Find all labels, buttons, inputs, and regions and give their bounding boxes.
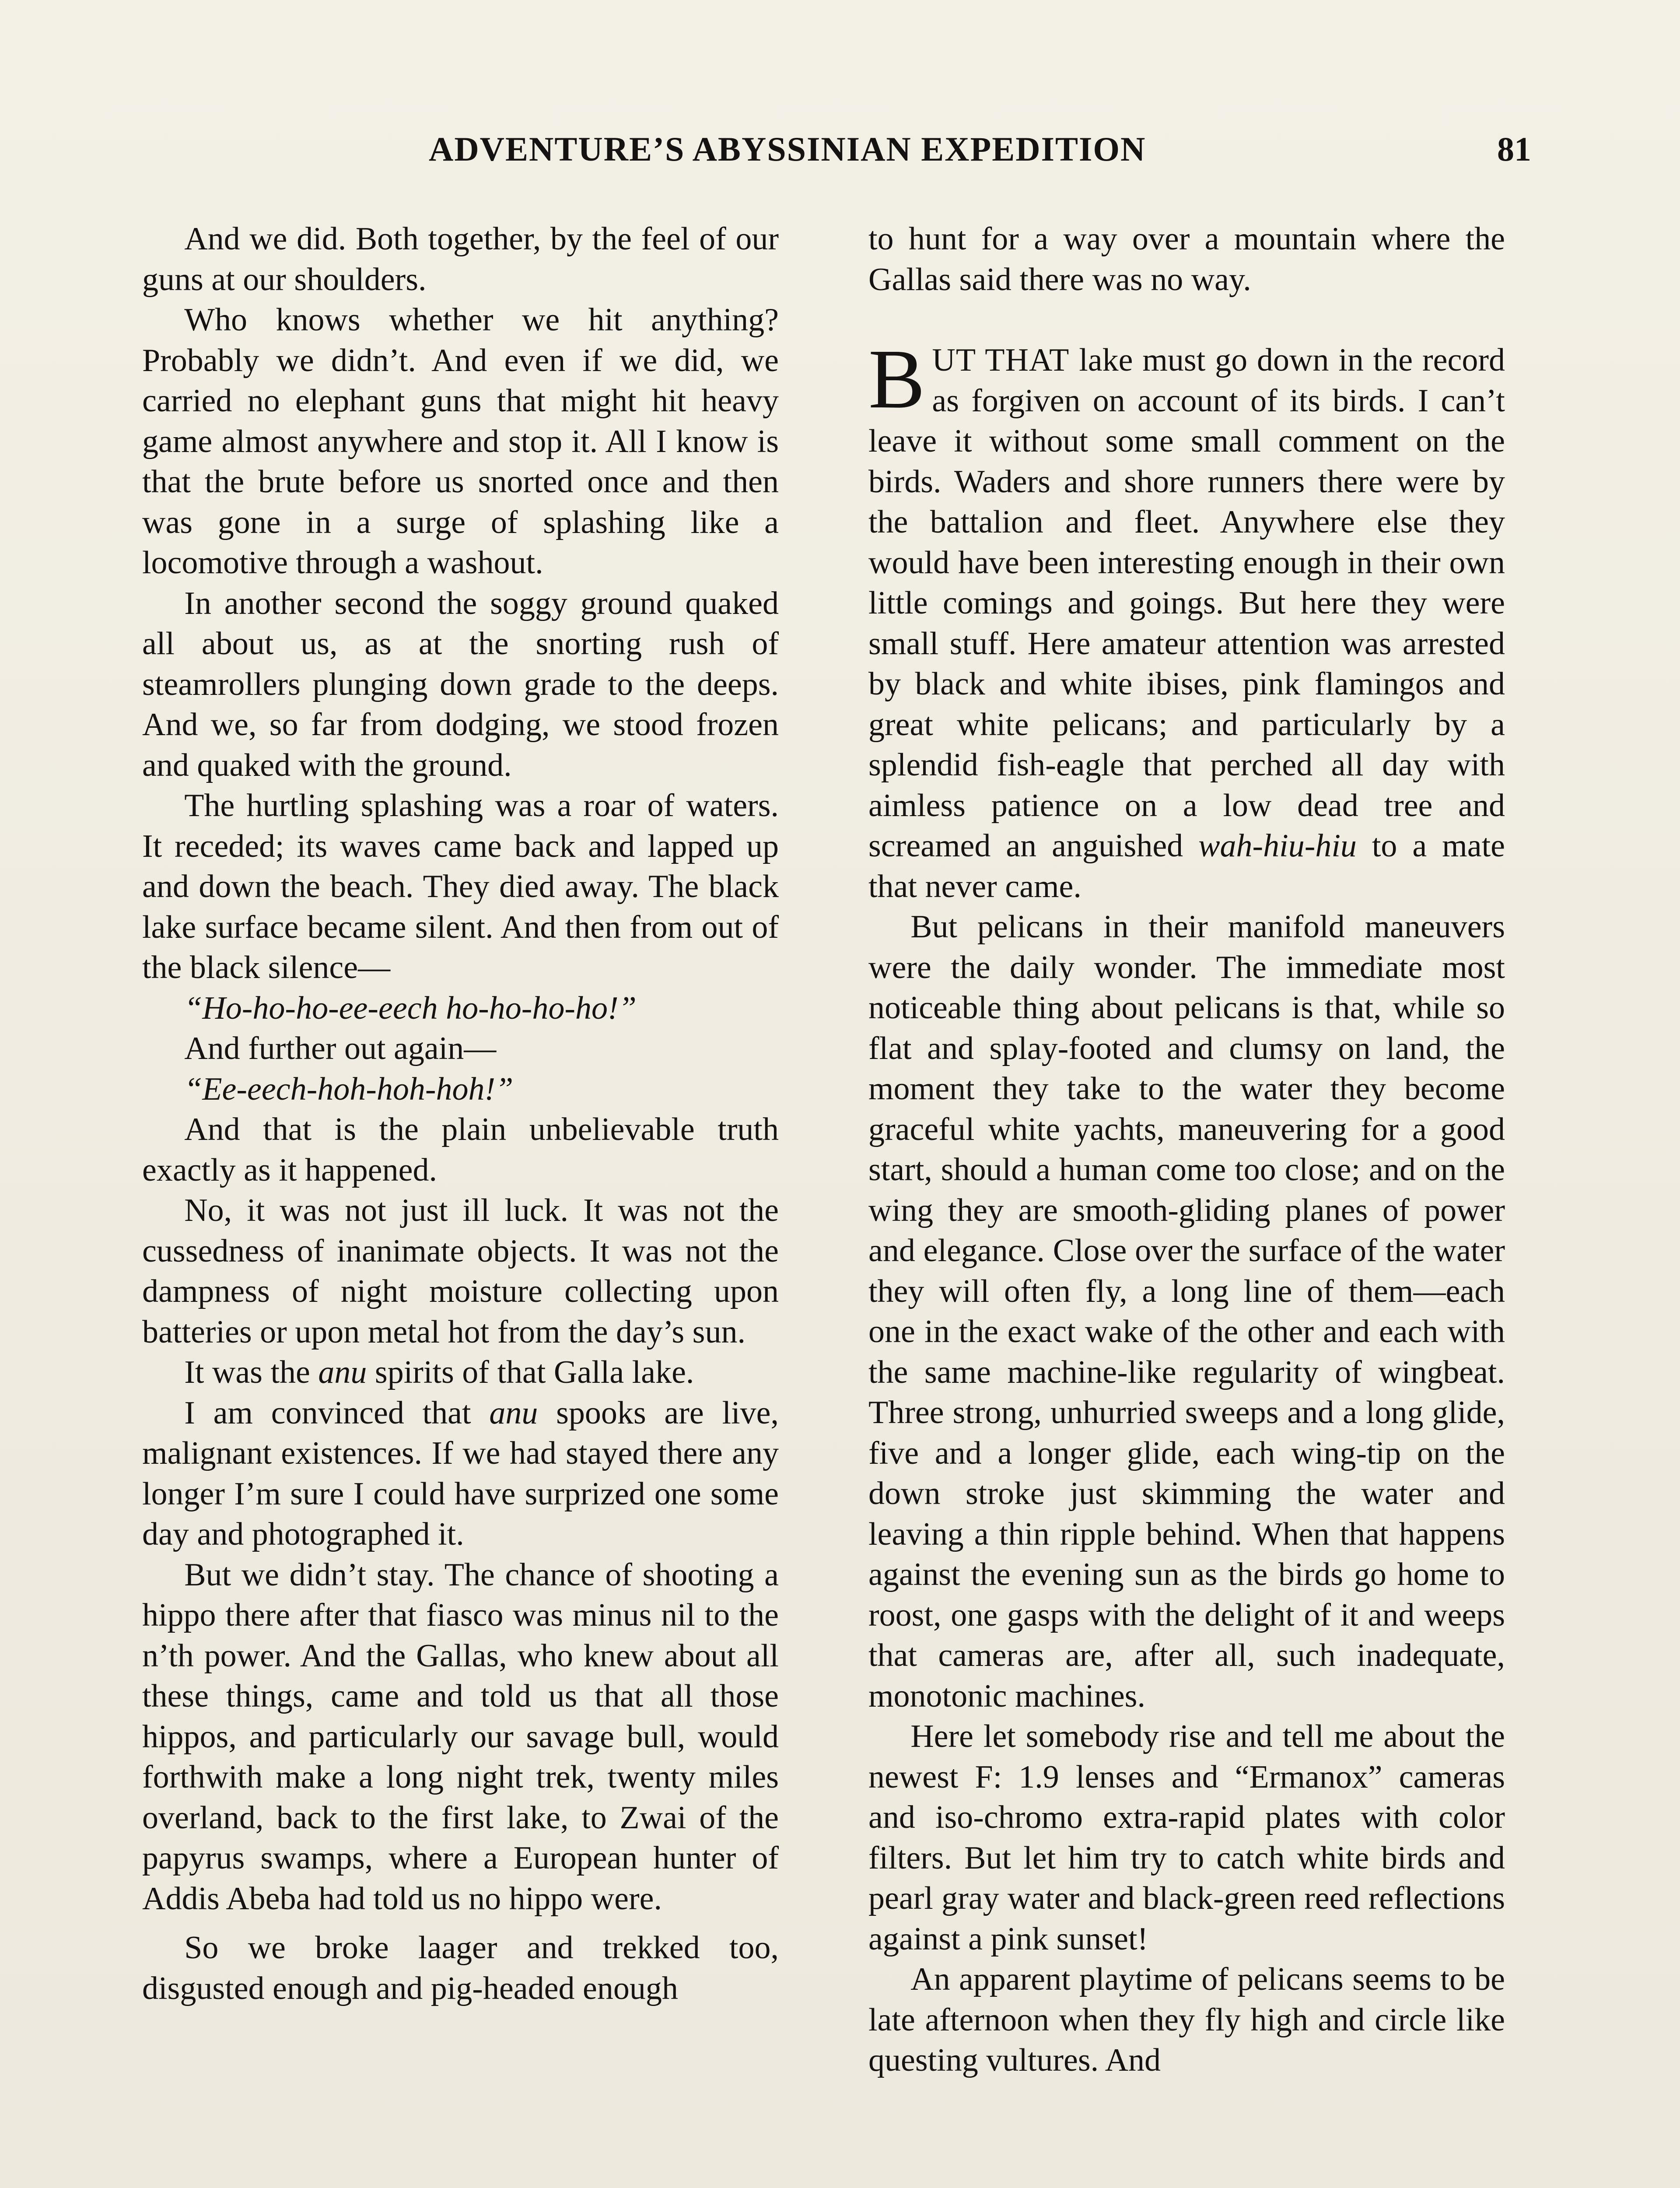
paragraph: An apparent playtime of pelicans seems to be late afternoon when they fly high and circle like questing vultures. And — [868, 1961, 1505, 2078]
text-span: spooks are live, malignant existences. If we had stayed there any longer I’m sure I could have surprized one some day and photographed it. — [142, 1395, 779, 1552]
running-title: ADVENTURE’S ABYSSINIAN EXPEDITION — [429, 130, 1146, 168]
running-head — [175, 130, 1531, 178]
left-column — [142, 219, 779, 2009]
page-number: 81 — [1497, 130, 1531, 168]
sound-quote: “Ho-ho-ho-ee-eech ho-ho-ho-ho!” — [184, 990, 637, 1026]
paragraph: Who knows whether we hit anything? Probably we didn’t. And even if we did, we carried no elephant guns that might hit heavy game almost anywhere and stop it. All I know is that the brute before us snorted once and then was gone in a surge of splashing like a locomotive through a washout. — [142, 302, 779, 581]
paragraph: The hurtling splashing was a roar of waters. It receded; its waves came back and lapped up and down the beach. They died away. The black lake surface became silent. And then from out of the black silence— — [142, 788, 779, 985]
emphasis: wah-hiu-hiu — [1198, 828, 1357, 864]
emphasis: anu — [318, 1354, 367, 1390]
paragraph: And we did. Both together, by the feel of our guns at our shoulders. — [142, 221, 779, 298]
paragraph — [142, 1393, 779, 1555]
emphasis: anu — [489, 1395, 538, 1431]
paragraph: to hunt for a way over a mountain where the Gallas said there was no way. — [868, 221, 1505, 298]
paragraph: So we broke laager and trekked too, disgusted enough and pig-headed enough — [142, 1930, 779, 2006]
text-span: to a mate that never came. — [868, 828, 1505, 905]
sound-quote: “Ee-eech-hoh-hoh-hoh!” — [184, 1071, 514, 1107]
paragraph: No, it was not just ill luck. It was not the cussedness of inanimate objects. It was not the dampness of night moisture collecting upon batteries or upon metal hot from the day’s sun. — [142, 1192, 779, 1350]
paragraph: And that is the plain unbelievable truth exactly as it happened. — [142, 1112, 779, 1188]
paragraph: And further out again— — [184, 1031, 497, 1066]
section-opening-paragraph — [868, 332, 1505, 907]
text-span: lake must go down in the record as forgiven on account of its birds. I can’t leave it without some small comment on the birds. Waders and shore runners there were by the battalion and fleet. Anywhere else they would have been interesting enough in their own little comings and goings. But here they were small stuff. Here amateur attention was arrested by black and white ibises, pink flamingos and great white pelicans; and particularly by a splendid fish-eagle that perched all day with aimless patience on a low dead tree and screamed an anguished — [868, 342, 1505, 864]
paragraph: But we didn’t stay. The chance of shooting a hippo there after that fiasco was minus nil to the n’th power. And the Gallas, who knew about all these things, came and told us that all those hippos, and particularly our savage bull, would forthwith make a long night trek, twenty miles overland, back to the first lake, to Zwai of the papyrus swamps, where a European hunter of Addis Abeba had told us no hippo were. — [142, 1557, 779, 1917]
paragraph: Here let somebody rise and tell me about the newest F: 1.9 lenses and “Ermanox” cameras and iso-chromo extra-rapid plates with color filters. But let him try to catch white birds and pearl gray water and black-green reed reflections against a pink sunset! — [868, 1718, 1505, 1957]
text-span: I am convinced that — [184, 1395, 490, 1431]
paragraph: In another second the soggy ground quaked all about us, as at the snorting rush of steamrollers plunging down grade to the deeps. And we, so far from dodging, we stood frozen and quaked with the ground. — [142, 585, 779, 783]
text-span: spirits of that Galla lake. — [367, 1354, 694, 1390]
paragraph: But pelicans in their manifold maneuvers were the daily wonder. The immediate most noticeable thing about pelicans is that, while so flat and splay-footed and clumsy on land, the moment they take to the water they become graceful white yachts, maneuvering for a good start, should a human come too close; and on the wing they are smooth-gliding planes of power and elegance. Close over the surface of the water they will often fly, a long line of them—each one in the exact wake of the other and each with the same machine-like regularity of wingbeat. Three strong, unhurried sweeps and a long glide, five and a longer glide, each wing-tip on the down stroke just skimming the water and leaving a thin ripple behind. When that happens against the evening sun as the birds go home to roost, one gasps with the delight of it and weeps that cameras are, after all, such inadequate, monotonic machines. — [868, 909, 1505, 1714]
right-column — [868, 219, 1505, 2081]
caps-lead: UT THAT — [932, 342, 1070, 378]
text-span: It was the — [184, 1354, 318, 1390]
paragraph — [142, 1352, 779, 1393]
drop-cap: B — [868, 332, 925, 426]
